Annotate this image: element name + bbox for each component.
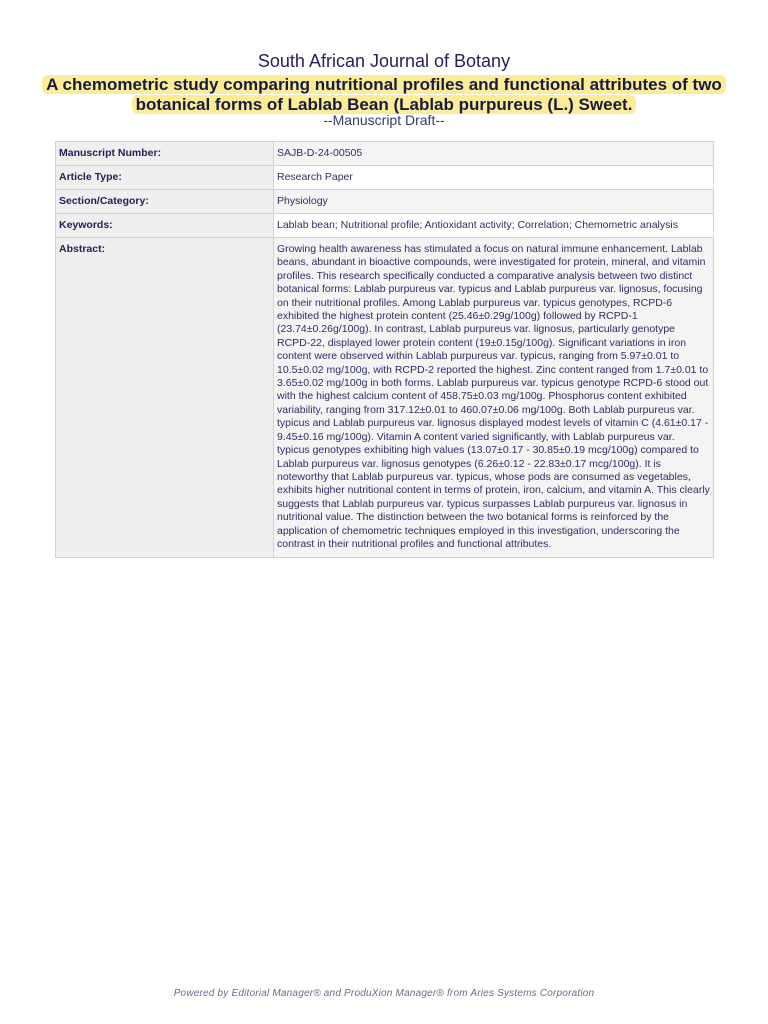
table-row xyxy=(56,238,714,558)
keywords-value: Lablab bean; Nutritional profile; Antioxidant activity; Correlation; Chemometric analysis xyxy=(274,214,714,238)
article-title xyxy=(40,75,728,115)
manuscript-metadata-table xyxy=(55,141,714,558)
manuscript-number-label: Manuscript Number: xyxy=(56,142,274,166)
table-row xyxy=(56,190,714,214)
draft-label: --Manuscript Draft-- xyxy=(323,112,445,128)
journal-title: South African Journal of Botany xyxy=(257,51,511,71)
abstract-text: Growing health awareness has stimulated a focus on natural immune enhancement. Lablab beans, abundant in bioactive compounds, were investigated for protein, mineral, and vitamin profiles. This research specifically conducted a comparative analysis between two distinct botanical forms: Lablab purpureus var. typicus and Lablab purpureus var. lignosus, focusing on their nutritional profiles. Among Lablab purpureus var. typicus genotypes, RCPD-6 exhibited the highest protein content (25.46±0.29g/100g) followed by RCPD-1 (23.74±0.26g/100g). In contrast, Lablab purpureus var. lignosus, particularly genotype RCPD-22, displayed lower protein content (19±0.15g/100g). Significant variations in iron content were observed within Lablab purpureus var. typicus, ranging from 5.97±0.01 to 10.5±0.02 mg/100g, with RCPD-2 reported the highest. Zinc content ranged from 1.7±0.01 to 3.65±0.02 mg/100g in both forms. Lablab purpureus var. typicus genotype RCPD-6 stood out with the highest calcium content of 458.75±0.03 mg/100g. Phosphorus content exhibited variability, ranging from 317.12±0.01 to 460.07±0.06 mg/100g. Both Lablab purpureus var. typicus and Lablab purpureus var. lignosus displayed modest levels of vitamin C (4.61±0.17 - 9.45±0.16 mg/100g). Vitamin A content varied significantly, with Lablab purpureus var. typicus genotypes exhibiting high values (13.07±0.17 - 30.85±0.19 mcg/100g) compared to Lablab purpureus var. lignosus genotypes (6.26±0.12 - 22.83±0.17 mcg/100g). It is noteworthy that Lablab purpureus var. typicus, whose pods are consumed as vegetables, exhibits higher nutritional content in terms of protein, iron, calcium, and vitamin A. This clearly suggests that Lablab purpureus var. typicus surpasses Lablab purpureus var. lignosus in nutritional value. The distinction between the two botanical forms is reinforced by the application of chemometric techniques employed in this investigation, underscoring the contrast in their nutritional profiles and functional attributes. xyxy=(274,238,714,558)
abstract-label: Abstract: xyxy=(56,238,274,558)
table-row xyxy=(56,142,714,166)
section-category-label: Section/Category: xyxy=(56,190,274,214)
article-title-text: A chemometric study comparing nutritional profiles and functional attributes of two botanical forms of Lablab Bean (Lablab purpureus (L.) Sweet. xyxy=(42,75,726,114)
article-type-label: Article Type: xyxy=(56,166,274,190)
section-category-value: Physiology xyxy=(274,190,714,214)
table-row xyxy=(56,166,714,190)
table-row xyxy=(56,214,714,238)
article-type-value: Research Paper xyxy=(274,166,714,190)
keywords-label: Keywords: xyxy=(56,214,274,238)
footer-credit: Powered by Editorial Manager® and ProduXion Manager® from Aries Systems Corporation xyxy=(173,988,595,999)
manuscript-number-value: SAJB-D-24-00505 xyxy=(274,142,714,166)
